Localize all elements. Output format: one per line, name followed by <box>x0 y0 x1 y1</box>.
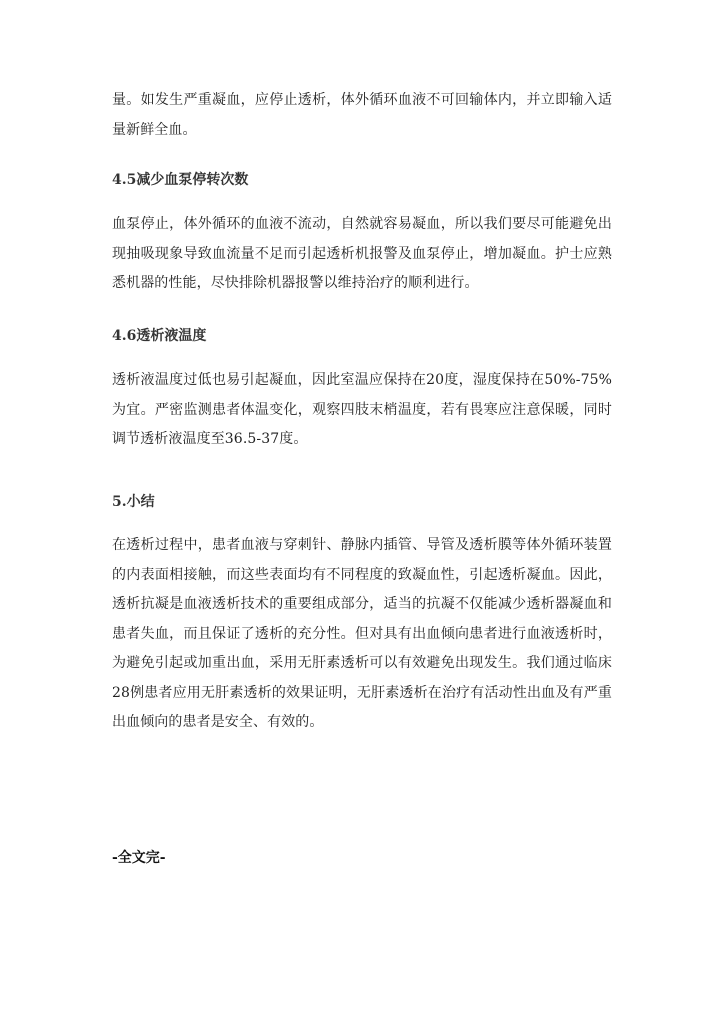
paragraph-blood-pump: 血泵停止，体外循环的血液不流动，自然就容易凝血，所以我们要尽可能避免出现抽吸现象导致血流量不足而引起透析机报警及血泵停止，增加凝血。护士应熟悉机器的性能，尽快排除机器报警以维持治疗的顺利进行。 <box>112 216 612 291</box>
paragraph-summary: 在透析过程中，患者血液与穿刺针、静脉内插管、导管及透析膜等体外循环装置的内表面相接触，而这些表面均有不同程度的致凝血性，引起透析凝血。因此，透析抗凝是血液透析技术的重要组成部分，适当的抗凝不仅能减少透析器凝血和患者失血，而且保证了透析的充分性。但对具有出血倾向患者进行血液透析时，为避免引起或加重出血，采用无肝素透析可以有效避免出现发生。我们通过临床28例患者应用无肝素透析的效果证明，无肝素透析在治疗有活动性出血及有严重出血倾向的患者是安全、有效的。 <box>112 537 612 730</box>
end-of-document-mark: -全文完- <box>112 850 166 866</box>
paragraph-coagulation-end: 量。如发生严重凝血，应停止透析，体外循环血液不可回输体内，并立即输入适量新鲜全血。 <box>112 92 612 138</box>
paragraph-dialysate-temperature: 透析液温度过低也易引起凝血，因此室温应保持在20度，湿度保持在50%-75%为宜。严密监测患者体温变化，观察四肢末梢温度，若有畏寒应注意保暖，同时调节透析液温度至36.5-37度。 <box>112 372 612 447</box>
section-heading-5: 5.小结 <box>112 494 155 510</box>
section-heading-4-6: 4.6透析液温度 <box>112 328 207 344</box>
section-heading-4-5: 4.5减少血泵停转次数 <box>112 172 249 188</box>
